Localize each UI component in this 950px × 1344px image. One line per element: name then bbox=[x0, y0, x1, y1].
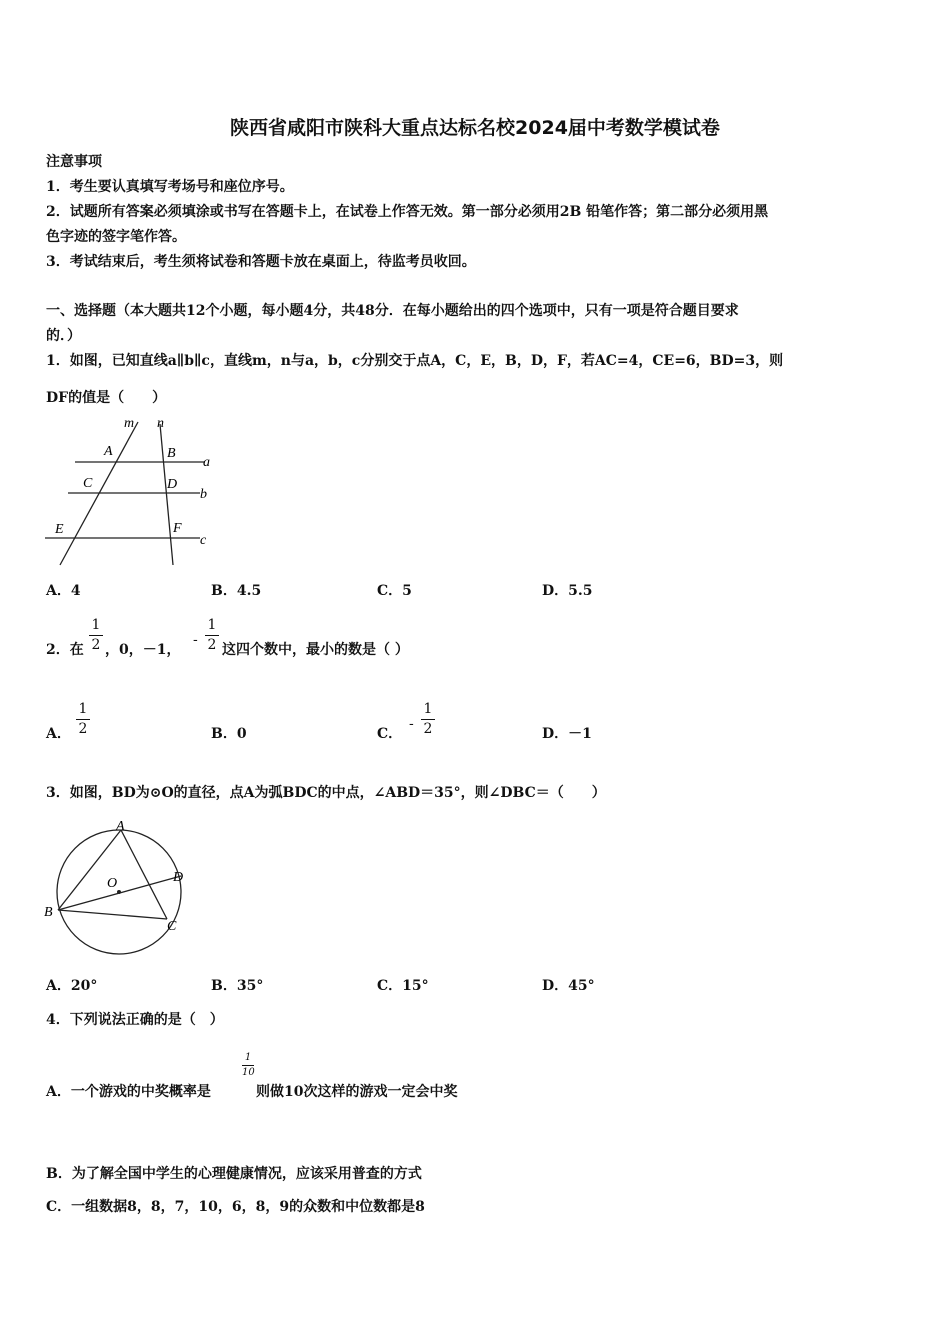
q4-option-a-pre: A．一个游戏的中奖概率是 bbox=[46, 1084, 211, 1100]
label-n: n bbox=[157, 416, 164, 431]
segment-ac bbox=[121, 830, 167, 919]
q3-option-b: B．35° bbox=[211, 978, 264, 994]
section-heading: 一、选择题（本大题共12个小题，每小题4分，共48分．在每小题给出的四个选项中，只有一项是符合题目要求 bbox=[46, 303, 739, 319]
label-a: a bbox=[203, 455, 210, 470]
notice-item: 1．考生要认真填写考场号和座位序号。 bbox=[46, 179, 294, 195]
q1-stem: 1．如图，已知直线a∥b∥c，直线m，n与a，b，c分别交于点A，C，E，B，D，F，若AC=4，CE=6，BD=3，则 bbox=[46, 353, 784, 369]
q4-option-a-fraction: 1 10 bbox=[242, 1052, 255, 1078]
q3-option-a: A．20° bbox=[46, 978, 98, 994]
segment-ba bbox=[58, 830, 121, 910]
q2-option-a-fraction: 1 2 bbox=[76, 701, 90, 738]
label-b: b bbox=[200, 487, 207, 502]
q2-option-a-label: A． bbox=[46, 726, 71, 742]
notice-heading: 注意事项 bbox=[46, 154, 102, 170]
notice-item: 2．试题所有答案必须填涂或书写在答题卡上，在试卷上作答无效。第一部分必须用2B 铅笔作答；第二部分必须用黑 bbox=[46, 204, 769, 220]
q4-stem: 4．下列说法正确的是（ ） bbox=[46, 1012, 224, 1028]
label-F: F bbox=[173, 521, 182, 536]
q3-stem: 3．如图，BD为⊙O的直径，点A为弧BDC的中点，∠ABD＝35°，则∠DBC＝（ ） bbox=[46, 785, 606, 801]
q3-option-d: D．45° bbox=[542, 978, 595, 994]
label-B: B bbox=[44, 905, 53, 920]
q4-option-c: C．一组数据8，8，7，10，6，8，9的众数和中位数都是8 bbox=[46, 1199, 425, 1215]
q1-option-c: C．5 bbox=[377, 583, 412, 599]
q2-option-d: D．－1 bbox=[542, 726, 592, 742]
section-heading-cont: 的．） bbox=[46, 328, 81, 344]
label-c: c bbox=[200, 533, 207, 548]
q2-minus-sign: - bbox=[193, 632, 198, 648]
label-D: D bbox=[167, 477, 178, 492]
q2-suffix: 这四个数中，最小的数是（ ） bbox=[222, 642, 409, 658]
label-E: E bbox=[55, 522, 64, 537]
notice-item: 3．考试结束后，考生须将试卷和答题卡放在桌面上，待监考员收回。 bbox=[46, 254, 476, 270]
q1-stem-cont: DF的值是（ ） bbox=[46, 390, 167, 406]
q1-option-a: A．4 bbox=[46, 583, 81, 599]
q2-option-c-minus: - bbox=[409, 716, 414, 732]
q2-fraction-neg-half: 1 2 bbox=[205, 617, 219, 654]
q2-option-b: B．0 bbox=[211, 726, 247, 742]
label-A: A bbox=[116, 819, 125, 834]
label-O: O bbox=[107, 876, 118, 891]
q3-figure bbox=[40, 815, 195, 960]
q2-middle: ，0，－1， bbox=[105, 642, 181, 658]
q4-option-a-post: 则做10次这样的游戏一定会中奖 bbox=[256, 1084, 458, 1100]
label-B: B bbox=[167, 446, 176, 461]
q2-option-c-fraction: 1 2 bbox=[421, 701, 435, 738]
q1-option-d: D．5.5 bbox=[542, 583, 593, 599]
page-title: 陕西省咸阳市陕科大重点达标名校2024届中考数学模试卷 bbox=[230, 117, 720, 139]
center-point bbox=[117, 890, 121, 894]
label-C: C bbox=[167, 919, 177, 934]
q4-option-b: B．为了解全国中学生的心理健康情况，应该采用普查的方式 bbox=[46, 1166, 422, 1182]
label-C: C bbox=[83, 476, 93, 491]
q3-option-c: C．15° bbox=[377, 978, 429, 994]
q2-prefix: 2．在 bbox=[46, 642, 84, 658]
q2-option-c-label: C． bbox=[377, 726, 403, 742]
segment-bc bbox=[58, 910, 167, 919]
q2-fraction-half: 1 2 bbox=[89, 617, 103, 654]
label-A: A bbox=[104, 444, 113, 459]
q1-option-b: B．4.5 bbox=[211, 583, 262, 599]
label-m: m bbox=[124, 416, 135, 431]
label-D: D bbox=[173, 870, 184, 885]
notice-item: 色字迹的签字笔作答。 bbox=[46, 229, 186, 245]
q1-figure bbox=[40, 412, 225, 572]
